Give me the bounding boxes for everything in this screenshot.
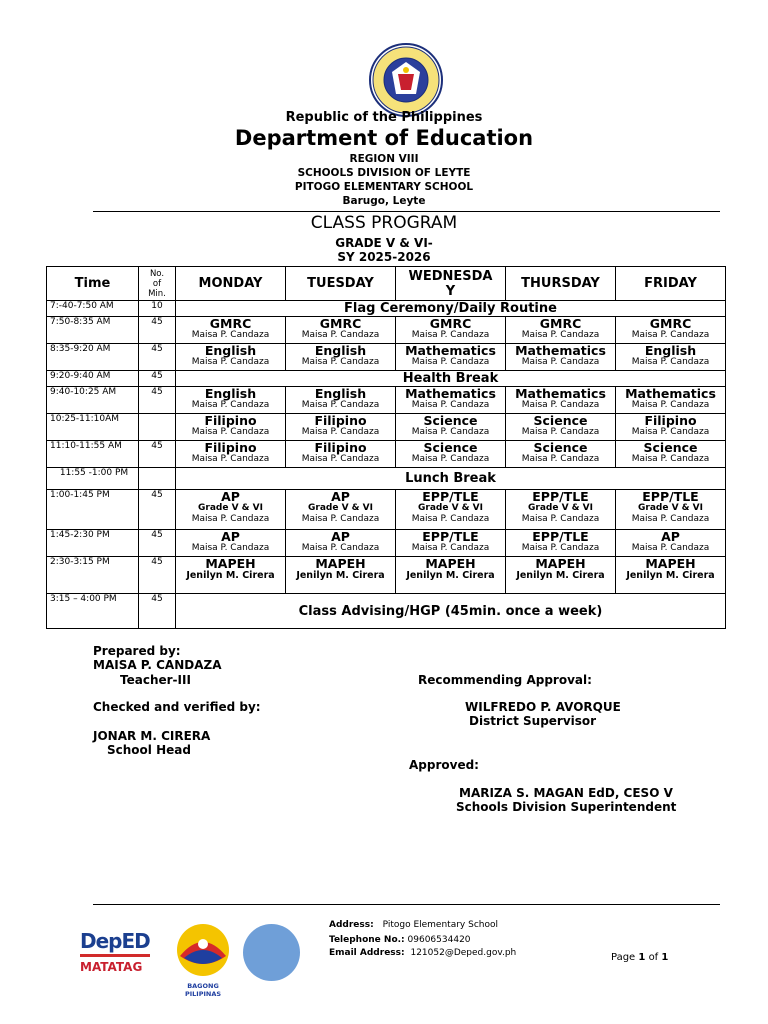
document-title: CLASS PROGRAM	[310, 213, 458, 233]
deped-seal-logo	[368, 42, 444, 118]
minutes-cell	[139, 468, 176, 490]
subject-cell	[396, 441, 506, 468]
subject-cell	[506, 557, 616, 594]
time-cell: 2:30-3:15 PM	[47, 557, 139, 594]
subject-name: MAPEH	[315, 556, 366, 571]
email-label: Email Address:	[329, 948, 405, 958]
matatag-logo-text: MATATAG	[80, 960, 143, 974]
teacher-name: Maisa P. Candaza	[191, 543, 270, 553]
activity-cell: Health Break	[176, 371, 726, 387]
time-cell: 3:15 – 4:00 PM	[47, 594, 139, 629]
header-minutes-line: No.	[149, 268, 165, 279]
teacher-name: Maisa P. Candaza	[301, 357, 380, 367]
recommending-title: District Supervisor	[469, 714, 597, 728]
approved-name: MARIZA S. MAGAN EdD, CESO V	[459, 786, 673, 800]
subject-name: Science	[533, 440, 588, 455]
table-row	[47, 387, 726, 414]
minutes-cell: 45	[139, 371, 176, 387]
grade-level-label: Grade V & VI	[418, 503, 483, 513]
teacher-name: Maisa P. Candaza	[521, 543, 600, 553]
subject-name: GMRC	[319, 316, 362, 331]
subject-name: Filipino	[204, 413, 257, 428]
subject-cell	[176, 344, 286, 371]
division-heading: SCHOOLS DIVISION OF LEYTE	[297, 167, 471, 179]
minutes-cell: 45	[139, 441, 176, 468]
teacher-name: Maisa P. Candaza	[411, 543, 490, 553]
teacher-name: Maisa P. Candaza	[301, 330, 380, 340]
subject-cell	[176, 414, 286, 441]
footer-email	[329, 948, 516, 958]
table-header-row	[47, 267, 726, 301]
teacher-name: Maisa P. Candaza	[631, 330, 710, 340]
subject-cell	[396, 317, 506, 344]
teacher-name: Maisa P. Candaza	[631, 454, 710, 464]
subject-name: AP	[331, 489, 350, 504]
checked-by-title: School Head	[107, 743, 191, 757]
phone-label: Telephone No.:	[329, 935, 405, 945]
subject-name: Mathematics	[515, 343, 606, 358]
school-address: Barugo, Leyte	[342, 195, 426, 207]
time-cell: 10:25-11:10AM	[47, 414, 139, 441]
table-row	[47, 557, 726, 594]
prepared-by-title: Teacher-III	[120, 673, 191, 687]
header-minutes-line: Min.	[148, 288, 166, 299]
subject-cell	[396, 387, 506, 414]
subject-cell	[286, 344, 396, 371]
time-cell: 9:40-10:25 AM	[47, 387, 139, 414]
subject-cell	[396, 557, 506, 594]
subject-name: MAPEH	[425, 556, 476, 571]
time-cell: 7:50-8:35 AM	[47, 317, 139, 344]
grade-level: GRADE V & VI-	[335, 236, 433, 250]
teacher-name: Maisa P. Candaza	[521, 427, 600, 437]
subject-cell	[286, 557, 396, 594]
subject-name: GMRC	[429, 316, 472, 331]
page-prefix: Page	[611, 952, 636, 963]
time-cell: 11:55 -1:00 PM	[47, 468, 139, 490]
subject-cell	[506, 530, 616, 557]
subject-name: English	[204, 343, 257, 358]
subject-cell	[176, 441, 286, 468]
decorative-circle	[243, 924, 300, 981]
table-row	[47, 414, 726, 441]
subject-name: Science	[423, 413, 478, 428]
activity-cell: Flag Ceremony/Daily Routine	[176, 301, 726, 317]
subject-cell	[176, 557, 286, 594]
subject-cell	[396, 344, 506, 371]
subject-cell	[616, 344, 726, 371]
teacher-name: Maisa P. Candaza	[411, 514, 490, 524]
subject-cell	[176, 490, 286, 530]
deped-matatag-logo	[80, 930, 155, 990]
page-of: of	[648, 952, 659, 963]
table-row	[47, 594, 726, 629]
subject-name: Mathematics	[405, 343, 496, 358]
subject-cell	[176, 530, 286, 557]
bagong-pilipinas-logo	[170, 922, 236, 998]
minutes-cell: 45	[139, 344, 176, 371]
teacher-name: Maisa P. Candaza	[191, 427, 270, 437]
subject-cell	[506, 317, 616, 344]
minutes-cell: 10	[139, 301, 176, 317]
teacher-name: Maisa P. Candaza	[631, 514, 710, 524]
teacher-name: Maisa P. Candaza	[301, 427, 380, 437]
header-minutes-line: of	[152, 278, 162, 289]
bagong-pilipinas-text: BAGONG PILIPINAS	[184, 982, 222, 998]
phone-value: 09606534420	[407, 935, 471, 945]
subject-name: Mathematics	[405, 386, 496, 401]
school-year: SY 2025-2026	[337, 250, 431, 264]
subject-cell	[506, 387, 616, 414]
teacher-name: Maisa P. Candaza	[191, 330, 270, 340]
teacher-name: Maisa P. Candaza	[191, 514, 270, 524]
prepared-by-name: MAISA P. CANDAZA	[93, 658, 222, 672]
subject-name: English	[204, 386, 257, 401]
subject-name: Science	[643, 440, 698, 455]
subject-cell	[396, 414, 506, 441]
subject-name: Filipino	[314, 440, 367, 455]
subject-cell	[616, 317, 726, 344]
teacher-name: Maisa P. Candaza	[521, 454, 600, 464]
approved-label: Approved:	[409, 758, 479, 772]
subject-name: AP	[221, 489, 240, 504]
subject-cell	[506, 344, 616, 371]
table-row	[47, 530, 726, 557]
subject-name: EPP/TLE	[642, 489, 699, 504]
subject-name: Mathematics	[625, 386, 716, 401]
subject-name: Filipino	[314, 413, 367, 428]
subject-cell	[176, 387, 286, 414]
table-row	[47, 371, 726, 387]
subject-name: Filipino	[644, 413, 697, 428]
prepared-by-label: Prepared by:	[93, 644, 181, 658]
approved-title: Schools Division Superintendent	[456, 800, 677, 814]
minutes-cell: 45	[139, 387, 176, 414]
teacher-name: Maisa P. Candaza	[301, 514, 380, 524]
class-schedule-table	[46, 266, 726, 629]
subject-cell	[616, 441, 726, 468]
teacher-name: Maisa P. Candaza	[631, 357, 710, 367]
subject-cell	[616, 387, 726, 414]
subject-name: EPP/TLE	[422, 529, 479, 544]
table-row	[47, 441, 726, 468]
subject-name: English	[314, 343, 367, 358]
header-minutes	[139, 267, 176, 301]
recommending-approval-label: Recommending Approval:	[418, 673, 592, 687]
footer-address	[329, 920, 498, 930]
header-time: Time	[47, 267, 139, 301]
subject-cell	[616, 490, 726, 530]
teacher-name: Maisa P. Candaza	[301, 454, 380, 464]
page-number	[611, 952, 668, 963]
teacher-name: Maisa P. Candaza	[521, 514, 600, 524]
teacher-name: Maisa P. Candaza	[411, 427, 490, 437]
subject-name: Science	[533, 413, 588, 428]
header-friday: FRIDAY	[616, 267, 726, 301]
teacher-name: Maisa P. Candaza	[631, 543, 710, 553]
grade-level-label: Grade V & VI	[528, 503, 593, 513]
subject-cell	[506, 441, 616, 468]
subject-name: GMRC	[649, 316, 692, 331]
subject-name: GMRC	[539, 316, 582, 331]
footer-phone	[329, 935, 471, 945]
teacher-name: Maisa P. Candaza	[521, 400, 600, 410]
table-row	[47, 468, 726, 490]
page-current: 1	[638, 952, 646, 963]
header-tuesday: TUESDAY	[286, 267, 396, 301]
teacher-name: Maisa P. Candaza	[411, 357, 490, 367]
teacher-name: Maisa P. Candaza	[631, 427, 710, 437]
time-cell: 1:00-1:45 PM	[47, 490, 139, 530]
teacher-name: Jenilyn M. Cirera	[186, 570, 275, 581]
subject-name: MAPEH	[645, 556, 696, 571]
header-thursday: THURSDAY	[506, 267, 616, 301]
time-cell: 8:35-9:20 AM	[47, 344, 139, 371]
teacher-name: Maisa P. Candaza	[411, 330, 490, 340]
teacher-name: Jenilyn M. Cirera	[296, 570, 385, 581]
grade-level-label: Grade V & VI	[638, 503, 703, 513]
activity-cell: Lunch Break	[176, 468, 726, 490]
teacher-name: Maisa P. Candaza	[521, 330, 600, 340]
email-value: 121052@Deped.gov.ph	[410, 948, 517, 958]
checked-by-label: Checked and verified by:	[93, 700, 261, 714]
minutes-cell: 45	[139, 557, 176, 594]
minutes-cell	[139, 414, 176, 441]
grade-level-label: Grade V & VI	[308, 503, 373, 513]
teacher-name: Maisa P. Candaza	[631, 400, 710, 410]
page-total: 1	[661, 952, 669, 963]
region-heading: REGION VIII	[349, 153, 419, 165]
subject-cell	[506, 414, 616, 441]
teacher-name: Jenilyn M. Cirera	[406, 570, 495, 581]
subject-name: Science	[423, 440, 478, 455]
minutes-cell: 45	[139, 317, 176, 344]
subject-cell	[286, 530, 396, 557]
subject-name: MAPEH	[205, 556, 256, 571]
teacher-name: Maisa P. Candaza	[191, 357, 270, 367]
subject-name: Filipino	[204, 440, 257, 455]
subject-cell	[616, 557, 726, 594]
footer-divider	[93, 904, 720, 905]
address-value: Pitogo Elementary School	[382, 920, 498, 930]
header-monday: MONDAY	[176, 267, 286, 301]
time-cell: 7:-40-7:50 AM	[47, 301, 139, 317]
teacher-name: Maisa P. Candaza	[411, 454, 490, 464]
subject-name: English	[314, 386, 367, 401]
header-wednesday: WEDNESDA Y	[396, 267, 506, 301]
deped-logo-text: DepED	[80, 929, 150, 953]
subject-cell	[616, 530, 726, 557]
teacher-name: Maisa P. Candaza	[411, 400, 490, 410]
teacher-name: Maisa P. Candaza	[191, 454, 270, 464]
subject-name: EPP/TLE	[422, 489, 479, 504]
logo-stripe	[80, 954, 150, 957]
grade-level-label: Grade V & VI	[198, 503, 263, 513]
minutes-cell: 45	[139, 530, 176, 557]
subject-cell	[616, 414, 726, 441]
time-cell: 9:20-9:40 AM	[47, 371, 139, 387]
subject-name: EPP/TLE	[532, 529, 589, 544]
table-row	[47, 317, 726, 344]
subject-cell	[506, 490, 616, 530]
republic-heading: Republic of the Philippines	[285, 110, 483, 125]
subject-cell	[176, 317, 286, 344]
subject-name: GMRC	[209, 316, 252, 331]
subject-name: English	[644, 343, 697, 358]
subject-cell	[396, 490, 506, 530]
teacher-name: Maisa P. Candaza	[521, 357, 600, 367]
teacher-name: Jenilyn M. Cirera	[516, 570, 605, 581]
subject-name: AP	[221, 529, 240, 544]
time-cell: 11:10-11:55 AM	[47, 441, 139, 468]
activity-cell: Class Advising/HGP (45min. once a week)	[176, 594, 726, 629]
table-row	[47, 490, 726, 530]
minutes-cell: 45	[139, 594, 176, 629]
teacher-name: Maisa P. Candaza	[301, 400, 380, 410]
subject-name: AP	[661, 529, 680, 544]
recommending-name: WILFREDO P. AVORQUE	[465, 700, 621, 714]
school-heading: PITOGO ELEMENTARY SCHOOL	[294, 181, 474, 193]
minutes-cell: 45	[139, 490, 176, 530]
department-heading: Department of Education	[234, 126, 534, 150]
subject-cell	[396, 530, 506, 557]
teacher-name: Maisa P. Candaza	[191, 400, 270, 410]
subject-cell	[286, 317, 396, 344]
time-cell: 1:45-2:30 PM	[47, 530, 139, 557]
subject-cell	[286, 387, 396, 414]
subject-name: AP	[331, 529, 350, 544]
header-divider	[93, 211, 720, 212]
table-row	[47, 344, 726, 371]
subject-cell	[286, 490, 396, 530]
subject-cell	[286, 441, 396, 468]
table-row	[47, 301, 726, 317]
subject-name: EPP/TLE	[532, 489, 589, 504]
teacher-name: Jenilyn M. Cirera	[626, 570, 715, 581]
subject-name: Mathematics	[515, 386, 606, 401]
subject-cell	[286, 414, 396, 441]
address-label: Address:	[329, 920, 374, 930]
teacher-name: Maisa P. Candaza	[301, 543, 380, 553]
subject-name: MAPEH	[535, 556, 586, 571]
checked-by-name: JONAR M. CIRERA	[93, 729, 211, 743]
